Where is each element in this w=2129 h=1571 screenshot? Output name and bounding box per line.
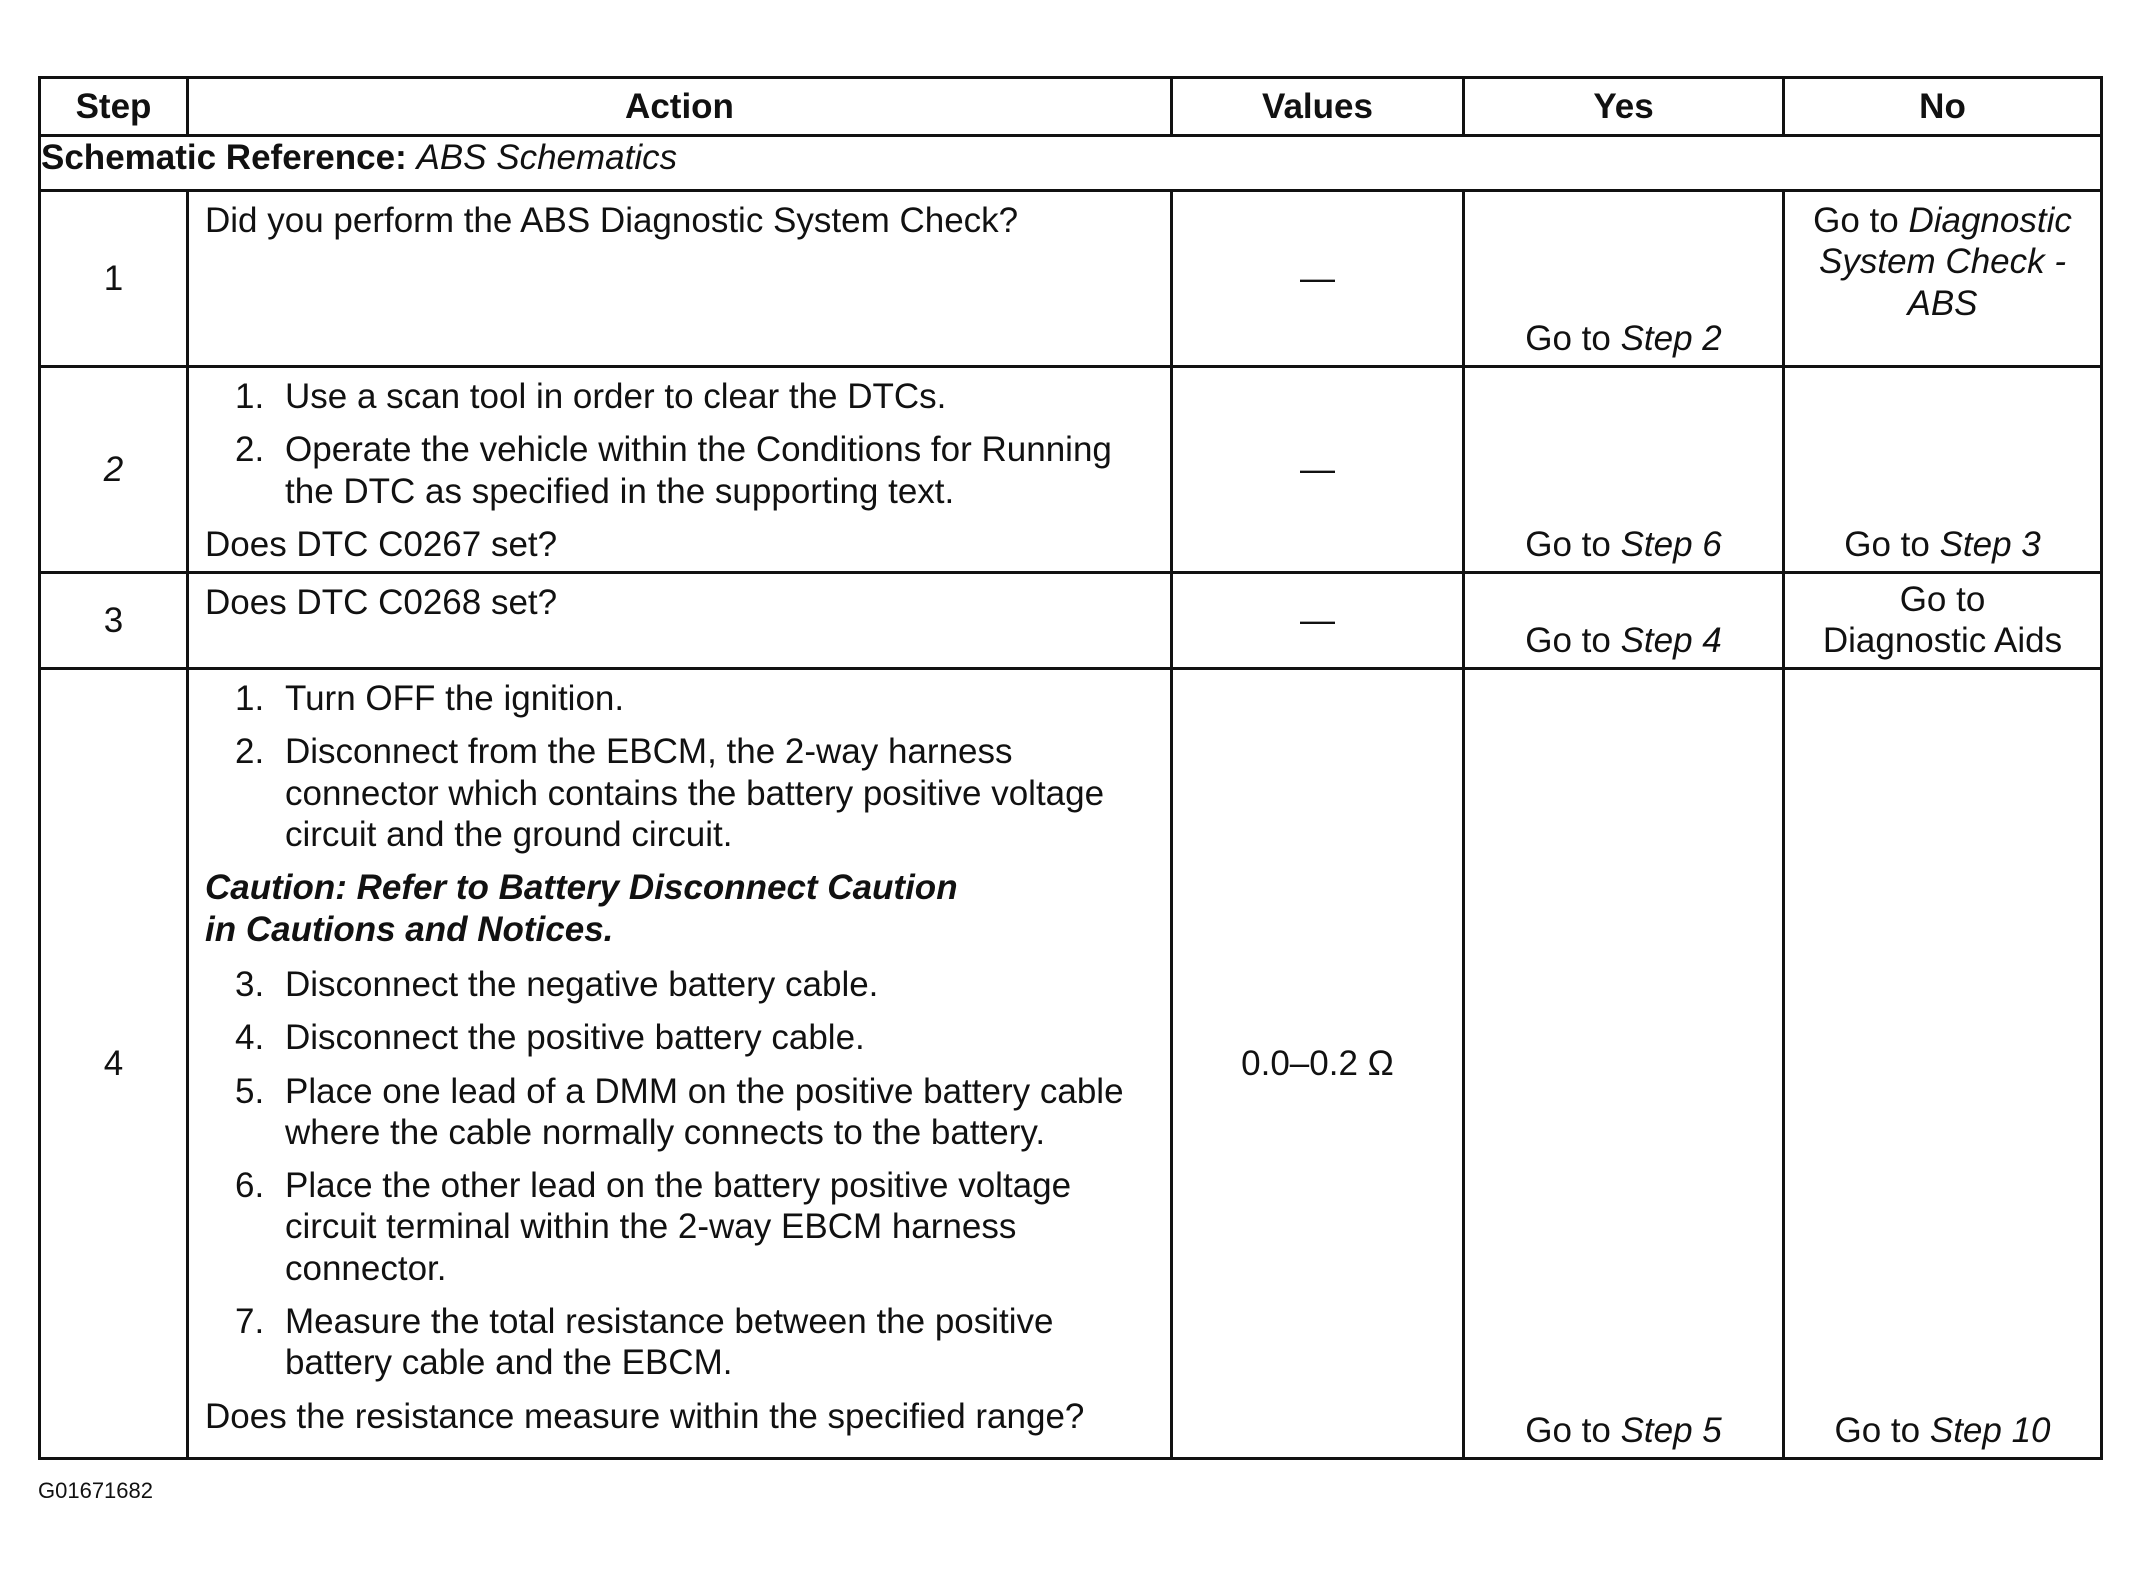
action-cell <box>188 367 1172 573</box>
action-list <box>205 678 1158 855</box>
item-number: 2. <box>235 430 265 470</box>
item-number: 5. <box>235 1071 265 1111</box>
yes-goto[interactable] <box>1525 319 1722 358</box>
action-list <box>205 376 1158 512</box>
yes-goto[interactable] <box>1525 1411 1722 1450</box>
item-number: 3. <box>235 964 265 1004</box>
goto-target: Step 2 <box>1620 318 1722 358</box>
goto-target: Diagnostic Aids <box>1822 620 2063 660</box>
action-item <box>205 678 1158 719</box>
values-cell: — <box>1172 191 1464 367</box>
table-row <box>40 573 2102 669</box>
item-text: Disconnect the negative battery cable. <box>285 964 879 1004</box>
action-cell <box>188 669 1172 1459</box>
item-number: 4. <box>235 1018 265 1058</box>
action-item <box>205 964 1158 1005</box>
action-question: Does DTC C0267 set? <box>205 524 558 564</box>
goto-prefix: Go to <box>1813 201 1899 240</box>
yes-cell <box>1464 367 1784 573</box>
schematic-reference <box>40 136 2102 191</box>
item-number: 2. <box>235 732 265 772</box>
action-item <box>205 1165 1158 1289</box>
item-number: 1. <box>235 377 265 416</box>
no-cell <box>1784 573 2102 669</box>
caution-note <box>205 867 1158 950</box>
item-text: Disconnect the positive battery cable. <box>285 1018 865 1058</box>
header-yes: Yes <box>1464 78 1784 136</box>
goto-target: Step 10 <box>1929 1410 2051 1450</box>
item-number: 7. <box>235 1302 265 1342</box>
action-question: Does the resistance measure within the specified range? <box>205 1396 1085 1436</box>
yes-cell <box>1464 191 1784 367</box>
item-text: Place one lead of a DMM on the positive battery cable where the cable normally connects to the battery. <box>285 1071 1124 1152</box>
goto-target: Diagnostic System Check - ABS <box>1819 201 2072 323</box>
caution-line: Caution: Refer to Battery Disconnect Caution <box>205 868 958 908</box>
goto-prefix: Go to <box>1525 318 1611 358</box>
yes-cell <box>1464 669 1784 1459</box>
item-text: Place the other lead on the battery positive voltage circuit terminal within the 2-way EBCM harness connector. <box>285 1166 1072 1288</box>
goto-prefix: Go to <box>1834 1410 1921 1450</box>
action-list <box>205 964 1158 1384</box>
table-row <box>40 191 2102 367</box>
yes-goto[interactable] <box>1525 621 1722 660</box>
goto-target: Step 3 <box>1939 524 2041 564</box>
action-item <box>205 376 1158 417</box>
values-cell: — <box>1172 367 1464 573</box>
item-text: Use a scan tool in order to clear the DTCs. <box>285 377 947 416</box>
schematic-reference-row <box>40 136 2102 191</box>
values-cell: — <box>1172 573 1464 669</box>
no-goto[interactable] <box>1785 200 2100 324</box>
no-goto[interactable] <box>1835 1411 2051 1450</box>
schematic-reference-link[interactable]: ABS Schematics <box>416 138 678 177</box>
diagnostic-table <box>38 76 2103 1460</box>
goto-prefix: Go to <box>1525 1410 1611 1450</box>
caution-line: in Cautions and Notices. <box>205 909 614 949</box>
action-question: Does DTC C0268 set? <box>205 583 558 623</box>
table-row <box>40 367 2102 573</box>
goto-target: Step 6 <box>1620 524 1722 564</box>
goto-prefix: Go to <box>1899 579 1986 619</box>
header-no: No <box>1784 78 2102 136</box>
goto-prefix: Go to <box>1525 620 1611 660</box>
header-action: Action <box>188 78 1172 136</box>
header-values: Values <box>1172 78 1464 136</box>
values-cell: 0.0–0.2 Ω <box>1172 669 1464 1459</box>
action-question: Did you perform the ABS Diagnostic System Check? <box>205 201 1019 240</box>
goto-prefix: Go to <box>1844 524 1930 564</box>
action-item <box>205 1301 1158 1384</box>
item-text: Measure the total resistance between the positive battery cable and the EBCM. <box>285 1302 1054 1383</box>
item-number: 6. <box>235 1166 265 1206</box>
table-row <box>40 669 2102 1459</box>
action-item <box>205 1017 1158 1058</box>
goto-target: Step 4 <box>1620 620 1722 660</box>
action-item <box>205 429 1158 512</box>
figure-code: G01671682 <box>38 1478 153 1503</box>
action-item <box>205 731 1158 855</box>
step-number: 2 <box>40 367 188 573</box>
step-number: 4 <box>40 669 188 1459</box>
goto-target: Step 5 <box>1620 1410 1722 1450</box>
header-step: Step <box>40 78 188 136</box>
action-cell <box>188 191 1172 367</box>
header-row <box>40 78 2102 136</box>
step-number: 1 <box>40 191 188 367</box>
item-text: Turn OFF the ignition. <box>285 679 625 719</box>
schematic-reference-label: Schematic Reference: <box>41 138 407 177</box>
no-cell <box>1784 191 2102 367</box>
item-text: Operate the vehicle within the Conditions for Running the DTC as specified in the supporting text. <box>285 430 1112 511</box>
yes-cell <box>1464 573 1784 669</box>
step-number: 3 <box>40 573 188 669</box>
item-number: 1. <box>235 679 265 719</box>
action-cell <box>188 573 1172 669</box>
no-goto[interactable] <box>1844 525 2041 564</box>
no-cell <box>1784 367 2102 573</box>
yes-goto[interactable] <box>1525 525 1722 564</box>
goto-prefix: Go to <box>1525 524 1611 564</box>
item-text: Disconnect from the EBCM, the 2-way harness connector which contains the battery positive voltage circuit and the ground circuit. <box>285 732 1105 855</box>
no-goto[interactable] <box>1785 579 2100 662</box>
action-item <box>205 1071 1158 1154</box>
no-cell <box>1784 669 2102 1459</box>
